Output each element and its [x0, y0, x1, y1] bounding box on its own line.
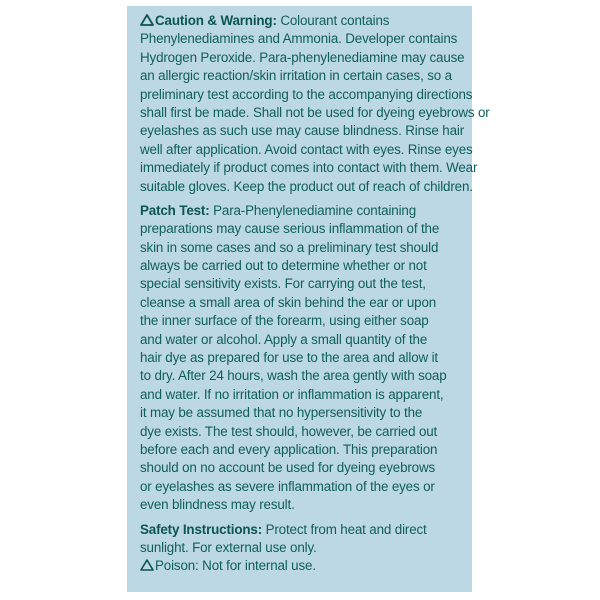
patch-test-line: dye exists. The test should, however, be carried out: [140, 423, 438, 439]
caution-line: [140, 12, 464, 30]
caution-line: Phenylenediamines and Ammonia. Developer contains: [140, 31, 458, 47]
poison-line: [140, 557, 464, 575]
patch-test-line: cleanse a small area of skin behind the ear or upon: [140, 294, 437, 310]
caution-line: shall first be made. Shall not be used for dyeing eyebrows or: [140, 104, 490, 120]
caution-line: suitable gloves. Keep the product out of reach of children.: [140, 178, 473, 194]
patch-test-line: preparations may cause serious inflammation of the: [140, 221, 440, 237]
patch-test-line: to dry. After 24 hours, wash the area gently with soap: [140, 368, 447, 384]
safety-text: Protect from heat and direct: [262, 521, 427, 537]
caution-section: [140, 12, 490, 196]
patch-test-line: the inner surface of the forearm, using either soap: [140, 313, 429, 329]
warning-triangle-icon: [140, 559, 154, 571]
patch-test-heading: Patch Test:: [140, 202, 210, 218]
caution-line: preliminary test according to the accompanying directions: [140, 86, 473, 102]
patch-test-line: or eyelashes as severe inflammation of the eyes or: [140, 478, 435, 494]
patch-test-line: and water or alcohol. Apply a small quantity of the: [140, 331, 428, 347]
safety-heading: Safety Instructions:: [140, 521, 263, 537]
warning-triangle-icon: [140, 14, 154, 26]
patch-test-line: skin in some cases and so a preliminary test should: [140, 239, 439, 255]
caution-heading: Caution & Warning:: [155, 13, 277, 28]
patch-test-line: [140, 202, 464, 220]
patch-test-line: special sensitivity exists. For carrying out the test,: [140, 276, 426, 292]
caution-line: Hydrogen Peroxide. Para-phenylenediamine may cause: [140, 49, 465, 65]
caution-line: eyelashes as such use may cause blindness. Rinse hair: [140, 123, 465, 139]
patch-test-section: [140, 202, 464, 515]
caution-text: Colourant contains: [276, 13, 390, 28]
patch-test-text: Para-Phenylenediamine containing: [209, 202, 417, 218]
patch-test-line: it may be assumed that no hypersensitivity to the: [140, 405, 423, 421]
patch-test-line: and water. If no irritation or inflammation is apparent,: [140, 386, 444, 402]
safety-line: [140, 521, 464, 539]
patch-test-line: before each and every application. This preparation: [140, 441, 438, 457]
patch-test-line: should on no account be used for dyeing eyebrows: [140, 460, 436, 476]
caution-line: an allergic reaction/skin irritation in certain cases, so a: [140, 68, 452, 84]
safety-section: [140, 521, 464, 576]
caution-line: well after application. Avoid contact with eyes. Rinse eyes: [140, 141, 473, 157]
caution-line: immediately if product comes into contact with them. Wear: [140, 160, 478, 176]
poison-text: Poison: Not for internal use.: [155, 558, 316, 574]
safety-line: sunlight. For external use only.: [140, 539, 317, 555]
patch-test-line: always be carried out to determine whether or not: [140, 258, 427, 274]
warning-label-panel: [127, 6, 490, 592]
patch-test-line: even blindness may result.: [140, 497, 295, 513]
patch-test-line: hair dye as prepared for use to the area and allow it: [140, 350, 438, 366]
